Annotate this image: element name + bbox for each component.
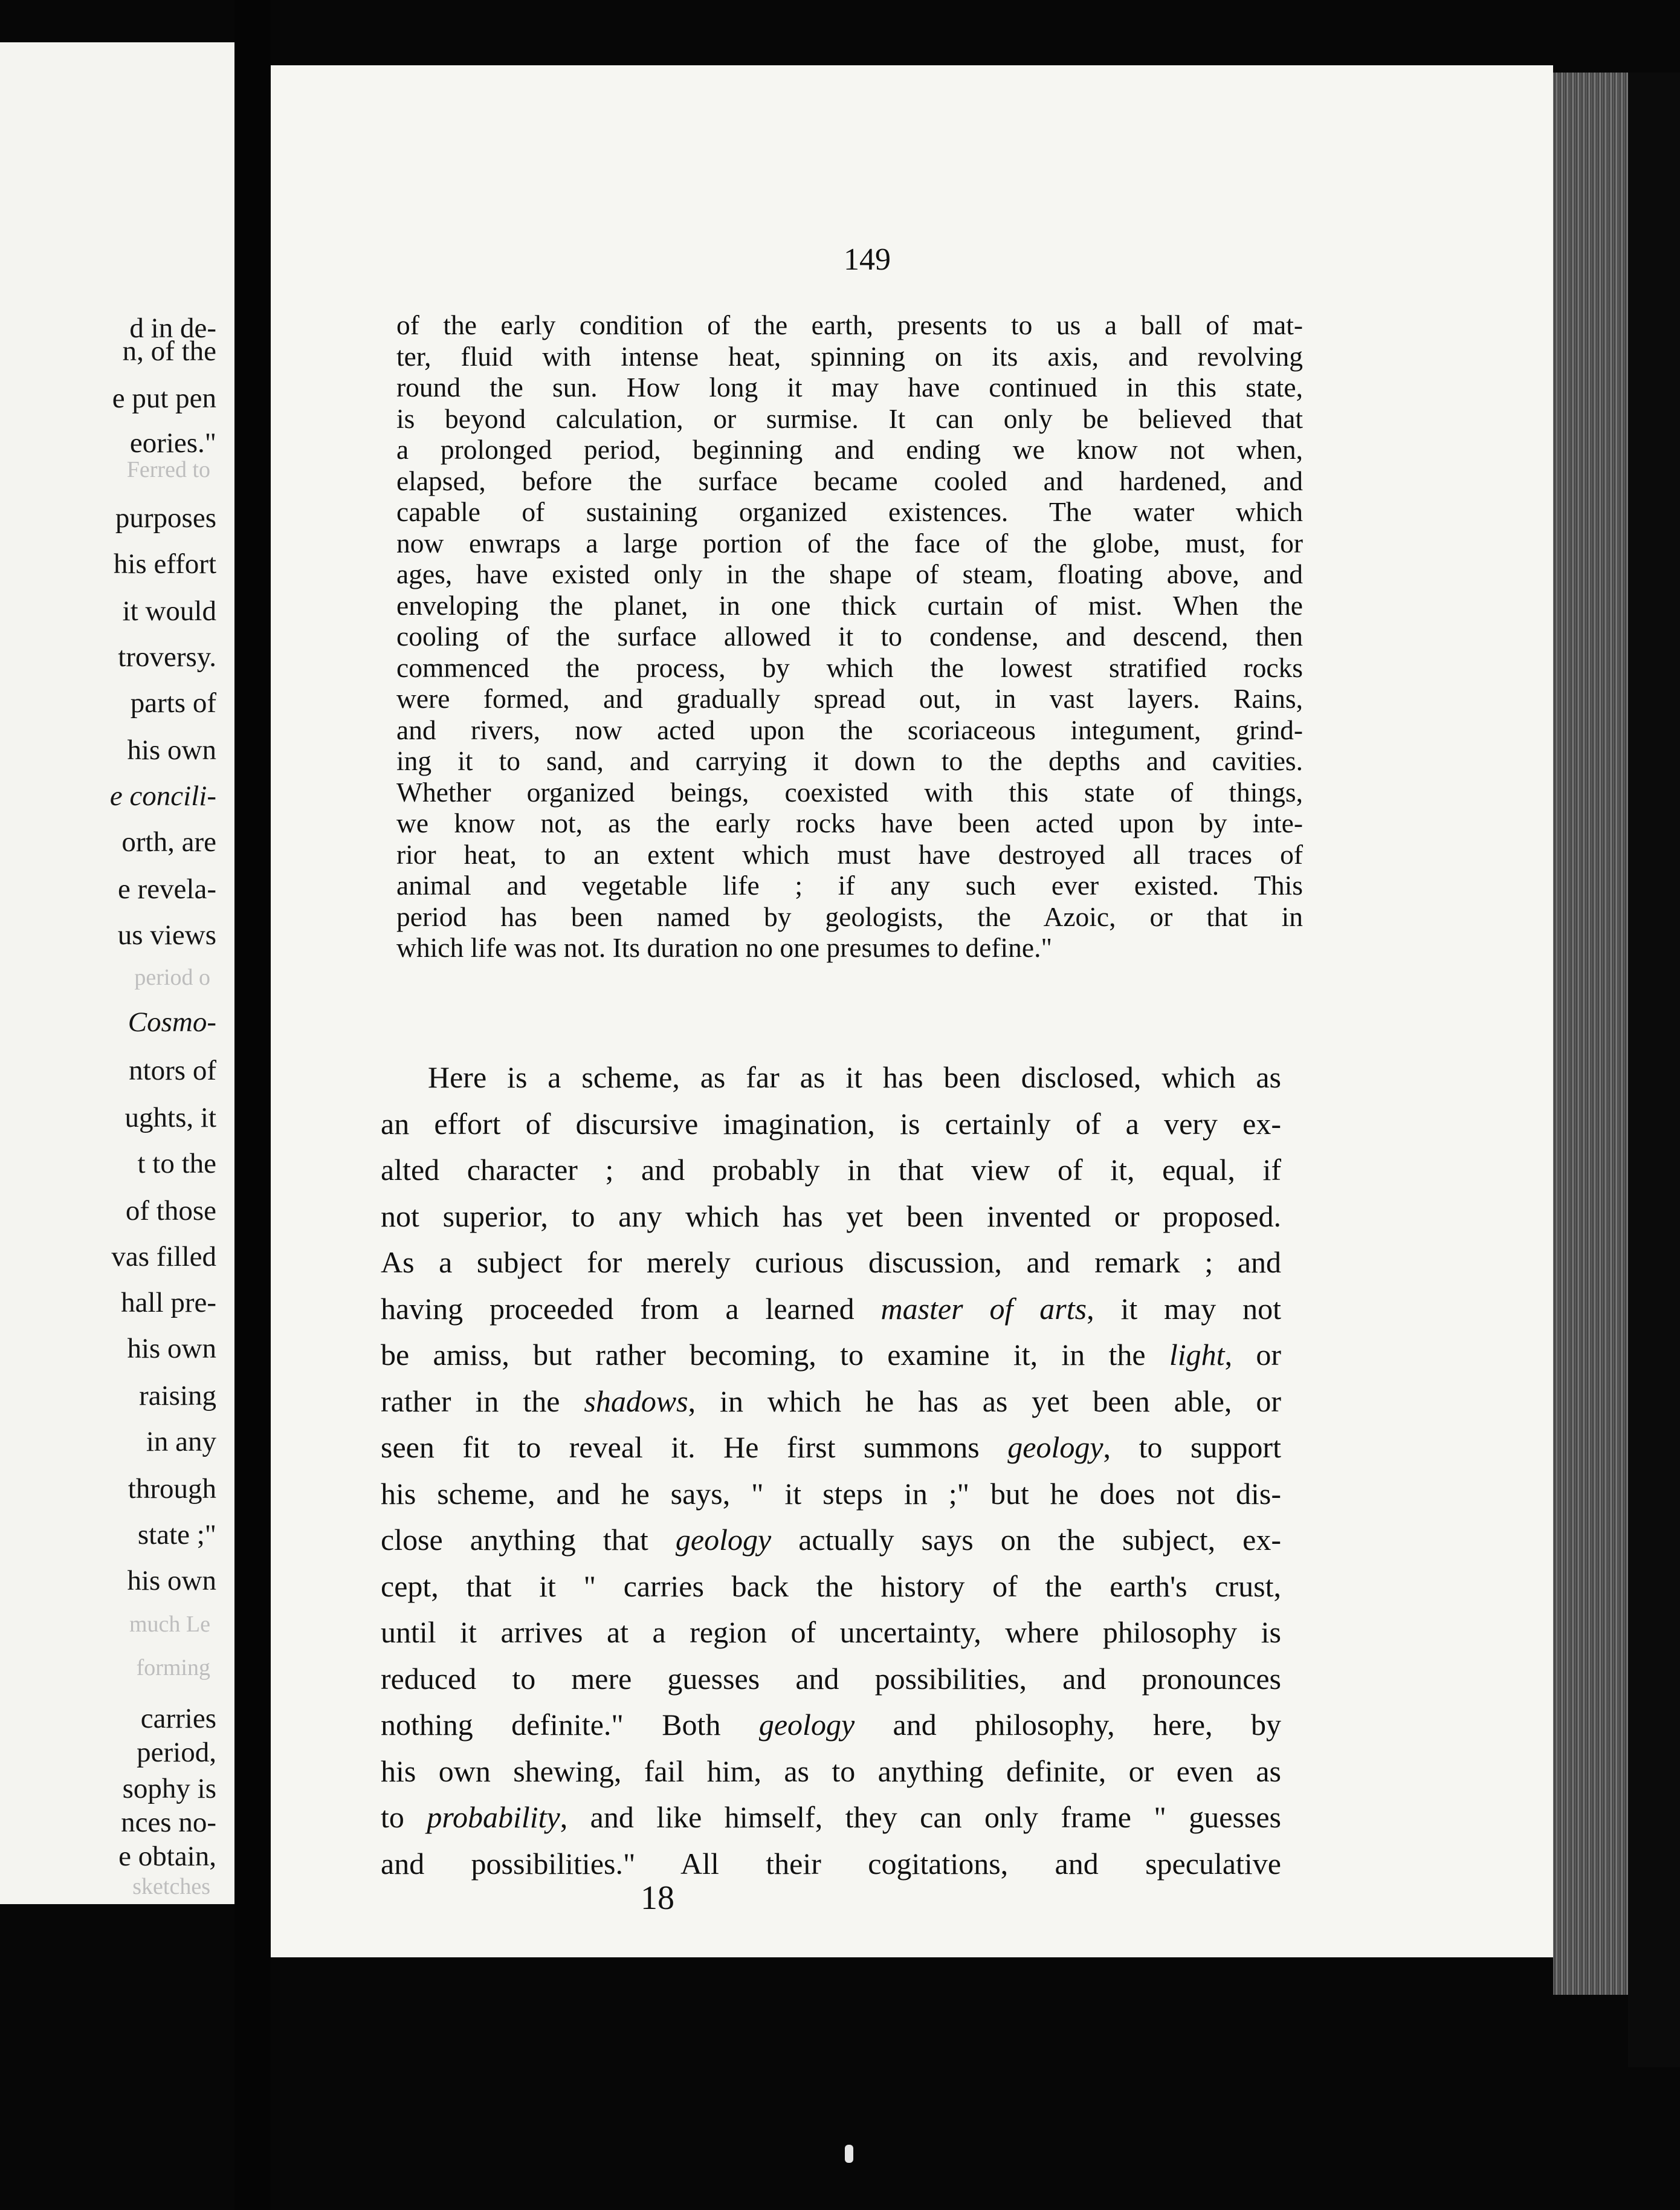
facing-line: t to the bbox=[137, 1148, 216, 1179]
body-line: rather in the shadows, in which he has as yet been able, or bbox=[381, 1384, 1281, 1418]
book-gutter bbox=[234, 0, 271, 2210]
facing-line: e revela- bbox=[117, 873, 216, 905]
quote-line: which life was not. Its duration no one presumes to define." bbox=[396, 932, 1053, 963]
quote-line: animal and vegetable life ; if any such ever existed. This bbox=[396, 870, 1303, 901]
body-line: be amiss, but rather becoming, to examine it, in the light, or bbox=[381, 1338, 1281, 1372]
facing-line: troversy. bbox=[118, 641, 216, 673]
body-line: As a subject for merely curious discussion, and remark ; and bbox=[381, 1245, 1281, 1279]
body-line: and possibilities." All their cogitations, and speculative bbox=[381, 1846, 1281, 1881]
facing-line: orth, are bbox=[121, 826, 216, 858]
facing-line: e put pen bbox=[112, 383, 216, 414]
quote-line: cooling of the surface allowed it to condense, and descend, then bbox=[396, 621, 1303, 652]
page-edges bbox=[1553, 73, 1628, 1995]
scan-border bbox=[1628, 73, 1680, 2067]
quote-line: we know not, as the early rocks have been acted upon by inte- bbox=[396, 808, 1303, 838]
quote-line: period has been named by geologists, the Azoic, or that in bbox=[396, 901, 1303, 932]
facing-line: raising bbox=[139, 1380, 216, 1411]
facing-line: purposes bbox=[115, 502, 216, 534]
body-line: not superior, to any which has yet been invented or proposed. bbox=[381, 1199, 1281, 1233]
quote-line: is beyond calculation, or surmise. It can only be believed that bbox=[396, 403, 1303, 434]
facing-line-bleed: period o bbox=[134, 965, 210, 990]
page-number: 149 bbox=[844, 242, 891, 277]
body-line: to probability, and like himself, they can only frame " guesses bbox=[381, 1800, 1281, 1834]
quote-line: capable of sustaining organized existences. The water which bbox=[396, 496, 1303, 527]
facing-line: his own bbox=[127, 734, 216, 766]
body-line: an effort of discursive imagination, is certainly of a very ex- bbox=[381, 1106, 1281, 1141]
quote-line: now enwraps a large portion of the face of the globe, must, for bbox=[396, 527, 1303, 559]
facing-line: of those bbox=[125, 1195, 216, 1227]
quote-line: Whether organized beings, coexisted with this state of things, bbox=[396, 776, 1303, 808]
quote-line: a prolonged period, beginning and ending we know not when, bbox=[396, 434, 1303, 465]
facing-line: sophy is bbox=[122, 1773, 216, 1804]
quote-line: of the early condition of the earth, presents to us a ball of mat- bbox=[396, 309, 1303, 340]
facing-page bbox=[0, 42, 234, 1904]
quote-line: ter, fluid with intense heat, spinning on its axis, and revolving bbox=[396, 340, 1303, 372]
quote-line: elapsed, before the surface became cooled and hardened, and bbox=[396, 465, 1303, 496]
facing-line: his own bbox=[127, 1333, 216, 1364]
facing-line: nces no- bbox=[121, 1807, 216, 1838]
body-line: his own shewing, fail him, as to anything definite, or even as bbox=[381, 1754, 1281, 1788]
facing-line: eories." bbox=[129, 427, 216, 459]
body-line: having proceeded from a learned master of arts, it may not bbox=[381, 1291, 1281, 1326]
facing-line: e obtain, bbox=[118, 1841, 216, 1872]
body-line: until it arrives at a region of uncertainty, where philosophy is bbox=[381, 1615, 1281, 1649]
facing-line-bleed: Ferred to bbox=[126, 457, 210, 482]
signature-mark: 18 bbox=[641, 1879, 674, 1917]
body-paragraph bbox=[381, 1054, 1281, 1887]
block-quote bbox=[396, 309, 1303, 964]
facing-line: his own bbox=[127, 1565, 216, 1596]
facing-line: ntors of bbox=[129, 1055, 216, 1086]
body-line: his scheme, and he says, " it steps in ;" but he does not dis- bbox=[381, 1476, 1281, 1511]
body-line: alted character ; and probably in that view of it, equal, if bbox=[381, 1153, 1281, 1187]
facing-line-bleed: sketches bbox=[132, 1874, 210, 1899]
body-line: seen fit to reveal it. He first summons geology, to support bbox=[381, 1430, 1281, 1464]
facing-line: Cosmo- bbox=[128, 1006, 216, 1038]
facing-line: state ;" bbox=[137, 1519, 216, 1551]
quote-line: enveloping the planet, in one thick curtain of mist. When the bbox=[396, 589, 1303, 621]
facing-line: parts of bbox=[130, 687, 216, 719]
scan-speck bbox=[845, 2145, 853, 2163]
body-line: reduced to mere guesses and possibilities, and pronounces bbox=[381, 1661, 1281, 1696]
facing-line: e concili- bbox=[109, 780, 216, 812]
body-line: cept, that it " carries back the history of the earth's crust, bbox=[381, 1569, 1281, 1603]
quote-line: commenced the process, by which the lowest stratified rocks bbox=[396, 652, 1303, 683]
body-line: Here is a scheme, as far as it has been disclosed, which as bbox=[428, 1060, 1281, 1094]
facing-line: n, of the bbox=[122, 335, 216, 367]
quote-line: ing it to sand, and carrying it down to the depths and cavities. bbox=[396, 745, 1303, 776]
facing-line: his effort bbox=[113, 548, 216, 580]
quote-line: rior heat, to an extent which must have destroyed all traces of bbox=[396, 838, 1303, 870]
body-line: nothing definite." Both geology and philosophy, here, by bbox=[381, 1708, 1281, 1742]
facing-line: it would bbox=[122, 595, 216, 627]
facing-line-bleed: forming bbox=[136, 1655, 210, 1680]
quote-line: ages, have existed only in the shape of steam, floating above, and bbox=[396, 559, 1303, 589]
quote-line: round the sun. How long it may have continued in this state, bbox=[396, 372, 1303, 403]
facing-line: ughts, it bbox=[124, 1102, 216, 1133]
facing-line: in any bbox=[146, 1426, 216, 1457]
facing-line: us views bbox=[117, 919, 216, 951]
facing-line: carries bbox=[140, 1703, 216, 1734]
facing-line: hall pre- bbox=[121, 1287, 216, 1318]
quote-line: were formed, and gradually spread out, in vast layers. Rains, bbox=[396, 683, 1303, 714]
facing-line: period, bbox=[137, 1737, 216, 1768]
facing-line-bleed: much Le bbox=[129, 1612, 210, 1637]
quote-line: and rivers, now acted upon the scoriaceous integument, grind- bbox=[396, 714, 1303, 745]
body-line: close anything that geology actually says on the subject, ex- bbox=[381, 1523, 1281, 1557]
facing-line: vas filled bbox=[111, 1241, 216, 1272]
facing-line: d in de- bbox=[129, 313, 216, 344]
facing-line: through bbox=[128, 1473, 216, 1505]
